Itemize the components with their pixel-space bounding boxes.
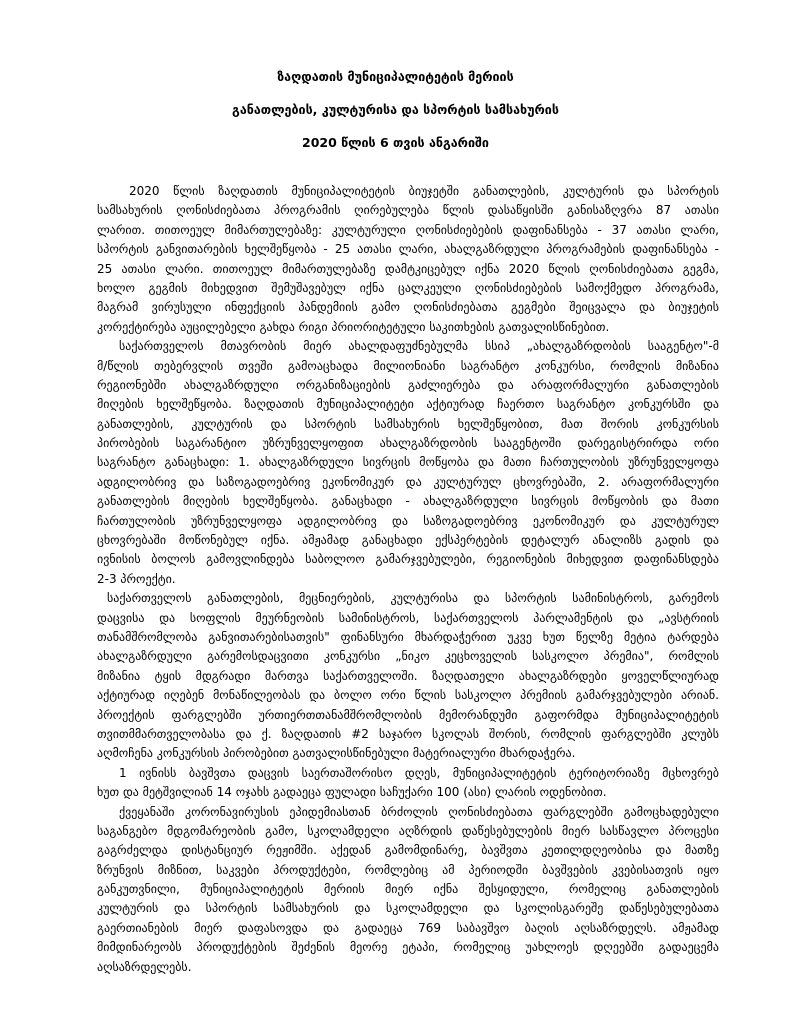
text-line: საქართველოს განათლების, მეცნიერების, კულტურისა და სპორტის სამინისტროს, გარემოს [107, 591, 719, 606]
text-line: თვითმმართველობასა და ქ. ზაღდათის #2 საჯარო სკოლას შორის, რომლის ფარგლებში კლუბს [97, 726, 719, 741]
text-line: აღმოჩენა კონკურსის პირობებით გათვალისწინებული მატერიალური მხარდაჭერა. [97, 746, 576, 761]
text-line: განათლების, კულტურის და სპორტის სამსახურის ხელშეწყობით, მათ შორის კონკურსის [97, 416, 719, 431]
text-line: დაცვისა და სოფლის მეურნეობის სამინისტროს, საქართველოს პარლამენტის და „ავსტრიის [97, 610, 719, 625]
text-line: რეგიონებში ახალგაზრდული ორგანიზაციების გაძლიერება და არაფორმალური განათლების [97, 377, 719, 392]
text-line: ივნისის ბოლოს გამოვლინდება საბოლოო გამარჯვებულები, რეგიონების მიხედვით დაფინანსდება [97, 552, 719, 567]
text-line: აქტიურად იღებენ მონაწილეობას და ბოლო ორი წლის სასკოლო პრემიის გამარჯვებულები არიან. [97, 688, 719, 703]
paragraph-covid-kindergarten [97, 803, 719, 978]
header-title-line-2: განათლების, კულტურისა და სპორტის სამსახურის [232, 102, 559, 117]
text-line: მ/წლის თებერვლის თვეში გამოაცხადა მილიონიანი საგრანტო კონკურსი, რომლის მიზანია [97, 358, 719, 373]
paragraph-youth-agency [97, 337, 719, 589]
text-line: საქართველოს მთავრობის მიერ ახალდაფუძნებულმა სსიპ „ახალგაზრდობის სააგენტო"-მ [119, 339, 719, 354]
text-line: ადგილობრივ და საზოგადოებრივ ეკონომიკურ და კულტურულ ცხოვრებაში, 2. არაფორმალური [97, 474, 719, 489]
paragraph-budget [97, 182, 719, 337]
text-line: სამსახურის ღონისძიებათა პროგრამის ღირებულება წლის დასაწყისში განისაზღვრა 87 ათასი [97, 203, 719, 218]
text-line: 1 ივნისს ბავშვთა დაცვის საერთაშორისო დღეს, მუნიციპალიტეტის ტერიტორიაზე მცხოვრებ [119, 765, 719, 780]
text-line: 2-3 პროექტი. [97, 571, 176, 586]
text-line: თანამშრომლობა განვითარებისათვის" ფინანსური მხარდაჭერით უკვე ხუთ წელზე მეტია ტარდება [97, 629, 719, 644]
text-line: ახალგაზრდული გარემოსდაცვითი კონკურსი „ნიკო კეცხოველის სასკოლო პრემია", რომლის [97, 649, 719, 664]
text-line: კულტურის და სპორტის სამსახურის და სკოლამდელი და სკოლისგარეშე დაწესებულებათა [97, 901, 719, 916]
document-header [0, 70, 791, 169]
text-line: გაგრძელდა დისტანციურ რეჟიმში. აქედან გამომდინარე, ბავშვთა კეთილდღეობისა და მათზე [97, 843, 719, 858]
text-line: განათლების მიღების ხელშეწყობა. განაცხადი - ახალგაზრდული სივრცის მოწყობის და მათი [97, 494, 719, 509]
text-line: განკუთვნილი, მუნიციპალიტეტის მერიის მიერ იქნა შესყიდული, რომელიც განათლების [97, 882, 719, 897]
text-line: ხუთ და მეტშვილიან 14 ოჯახს გადაეცა ფულადი საჩუქარი 100 (ასი) ლარის ოდენობით. [97, 785, 607, 800]
text-line: კორექტირება აუცილებელი გახდა რიგი პრიორიტეტული საკითხების გათვალისწინებით. [97, 319, 610, 334]
text-line: ზრუნვის მიზნით, საკვები პროდუქტები, რომლებიც ამ პერიოდში ბავშვების კვებისათვის იყო [97, 862, 719, 877]
header-title-line-1: ზაღდათის მუნიციპალიტეტის მერიის [277, 69, 514, 84]
text-line: პროექტის ფარგლებში ურთიერთთანამშრომლობის მემორანდუმი გაფორმდა მუნიციპალიტეტის [97, 707, 719, 722]
text-line: საგანგებო მდგომარეობის გამო, სკოლამდელი აღზრდის დაწესებულების მიერ სასწავლო პროცესი [97, 823, 719, 838]
text-line: ქვეყანაში კორონავირუსის ეპიდემიასთან ბრძოლის ღონისძიებათა ფარგლებში გამოცხადებული [119, 804, 719, 819]
text-line: 25 ათასი ლარი. თითოეულ მიმართულებაზე დამტკიცებულ იქნა 2020 წლის ღონისძიებათა გეგმა, [97, 261, 719, 276]
text-line: ხოლო გეგმის მიხედვით შემუშავებულ იქნა ცალკეული ღონისძიებების სამოქმედო პროგრამა, [97, 280, 719, 295]
text-line: გაერთიანების მიერ დაფასოვდა და გადაეცა 769 საბავშვო ბაღის აღსაზრდელს. ამჟამად [97, 920, 719, 935]
paragraph-children-day [97, 764, 719, 803]
header-title-line-3: 2020 წლის 6 თვის ანგარიში [302, 135, 489, 150]
text-line: მიმდინარეობს პროდუქტების შეძენის მეორე ეტაპი, რომელიც უახლოეს დღეებში გადაეცემა [97, 940, 719, 955]
text-line: ჩართულობის უზრუნველყოფა ადგილობრივ და საზოგადოებრივ ეკონომიკურ და კულტურულ [97, 513, 719, 528]
text-line: აღსაზრდელებს. [97, 959, 192, 974]
text-line: 2020 წლის ზაღდათის მუნიციპალიტეტის ბიუჯეტში განათლების, კულტურის და სპორტის [129, 184, 719, 198]
text-line: ცხოვრებაში მოწონებულ იქნა. ამჟამად განაცხადი ექსპერტების დეტალურ ანალიზს გადის და [97, 533, 719, 548]
text-line: მიღების ხელშეწყობა. ზაღდათის მუნიციპალიტეტი აქტიურად ჩაერთო საგრანტო კონკურსში და [97, 397, 719, 412]
document-body [97, 182, 719, 977]
text-line: სპორტის განვითარების ხელშეწყობა - 25 ათასი ლარი, ახალგაზრდული პროგრამების დაფინანსება - [97, 242, 719, 257]
paragraph-eco-contest [97, 589, 719, 764]
text-line: მაგრამ ვირუსული ინფექციის პანდემიის გამო ღონისძიებათა გეგმები შეიცვალა და ბიუჯეტის [97, 300, 719, 315]
text-line: ლარით. თითოეულ მიმართულებაზე: კულტურული ღონისძიებების დაფინანსება - 37 ათასი ლარი, [97, 222, 719, 237]
text-line: მიზანია ტყის მდგრადი მართვა საქართველოში. ზაღდათელი ახალგაზრდები ყოველწლიურად [97, 668, 719, 683]
text-line: პირობების საგარანტიო უზრუნველყოფით ახალგაზრდობის სააგენტოში დარეგისტრირდა ორი [97, 436, 719, 451]
text-line: საგრანტო განაცხადი: 1. ახალგაზრდული სივრცის მოწყობა და მათი ჩართულობის უზრუნველყოფა [97, 455, 719, 470]
